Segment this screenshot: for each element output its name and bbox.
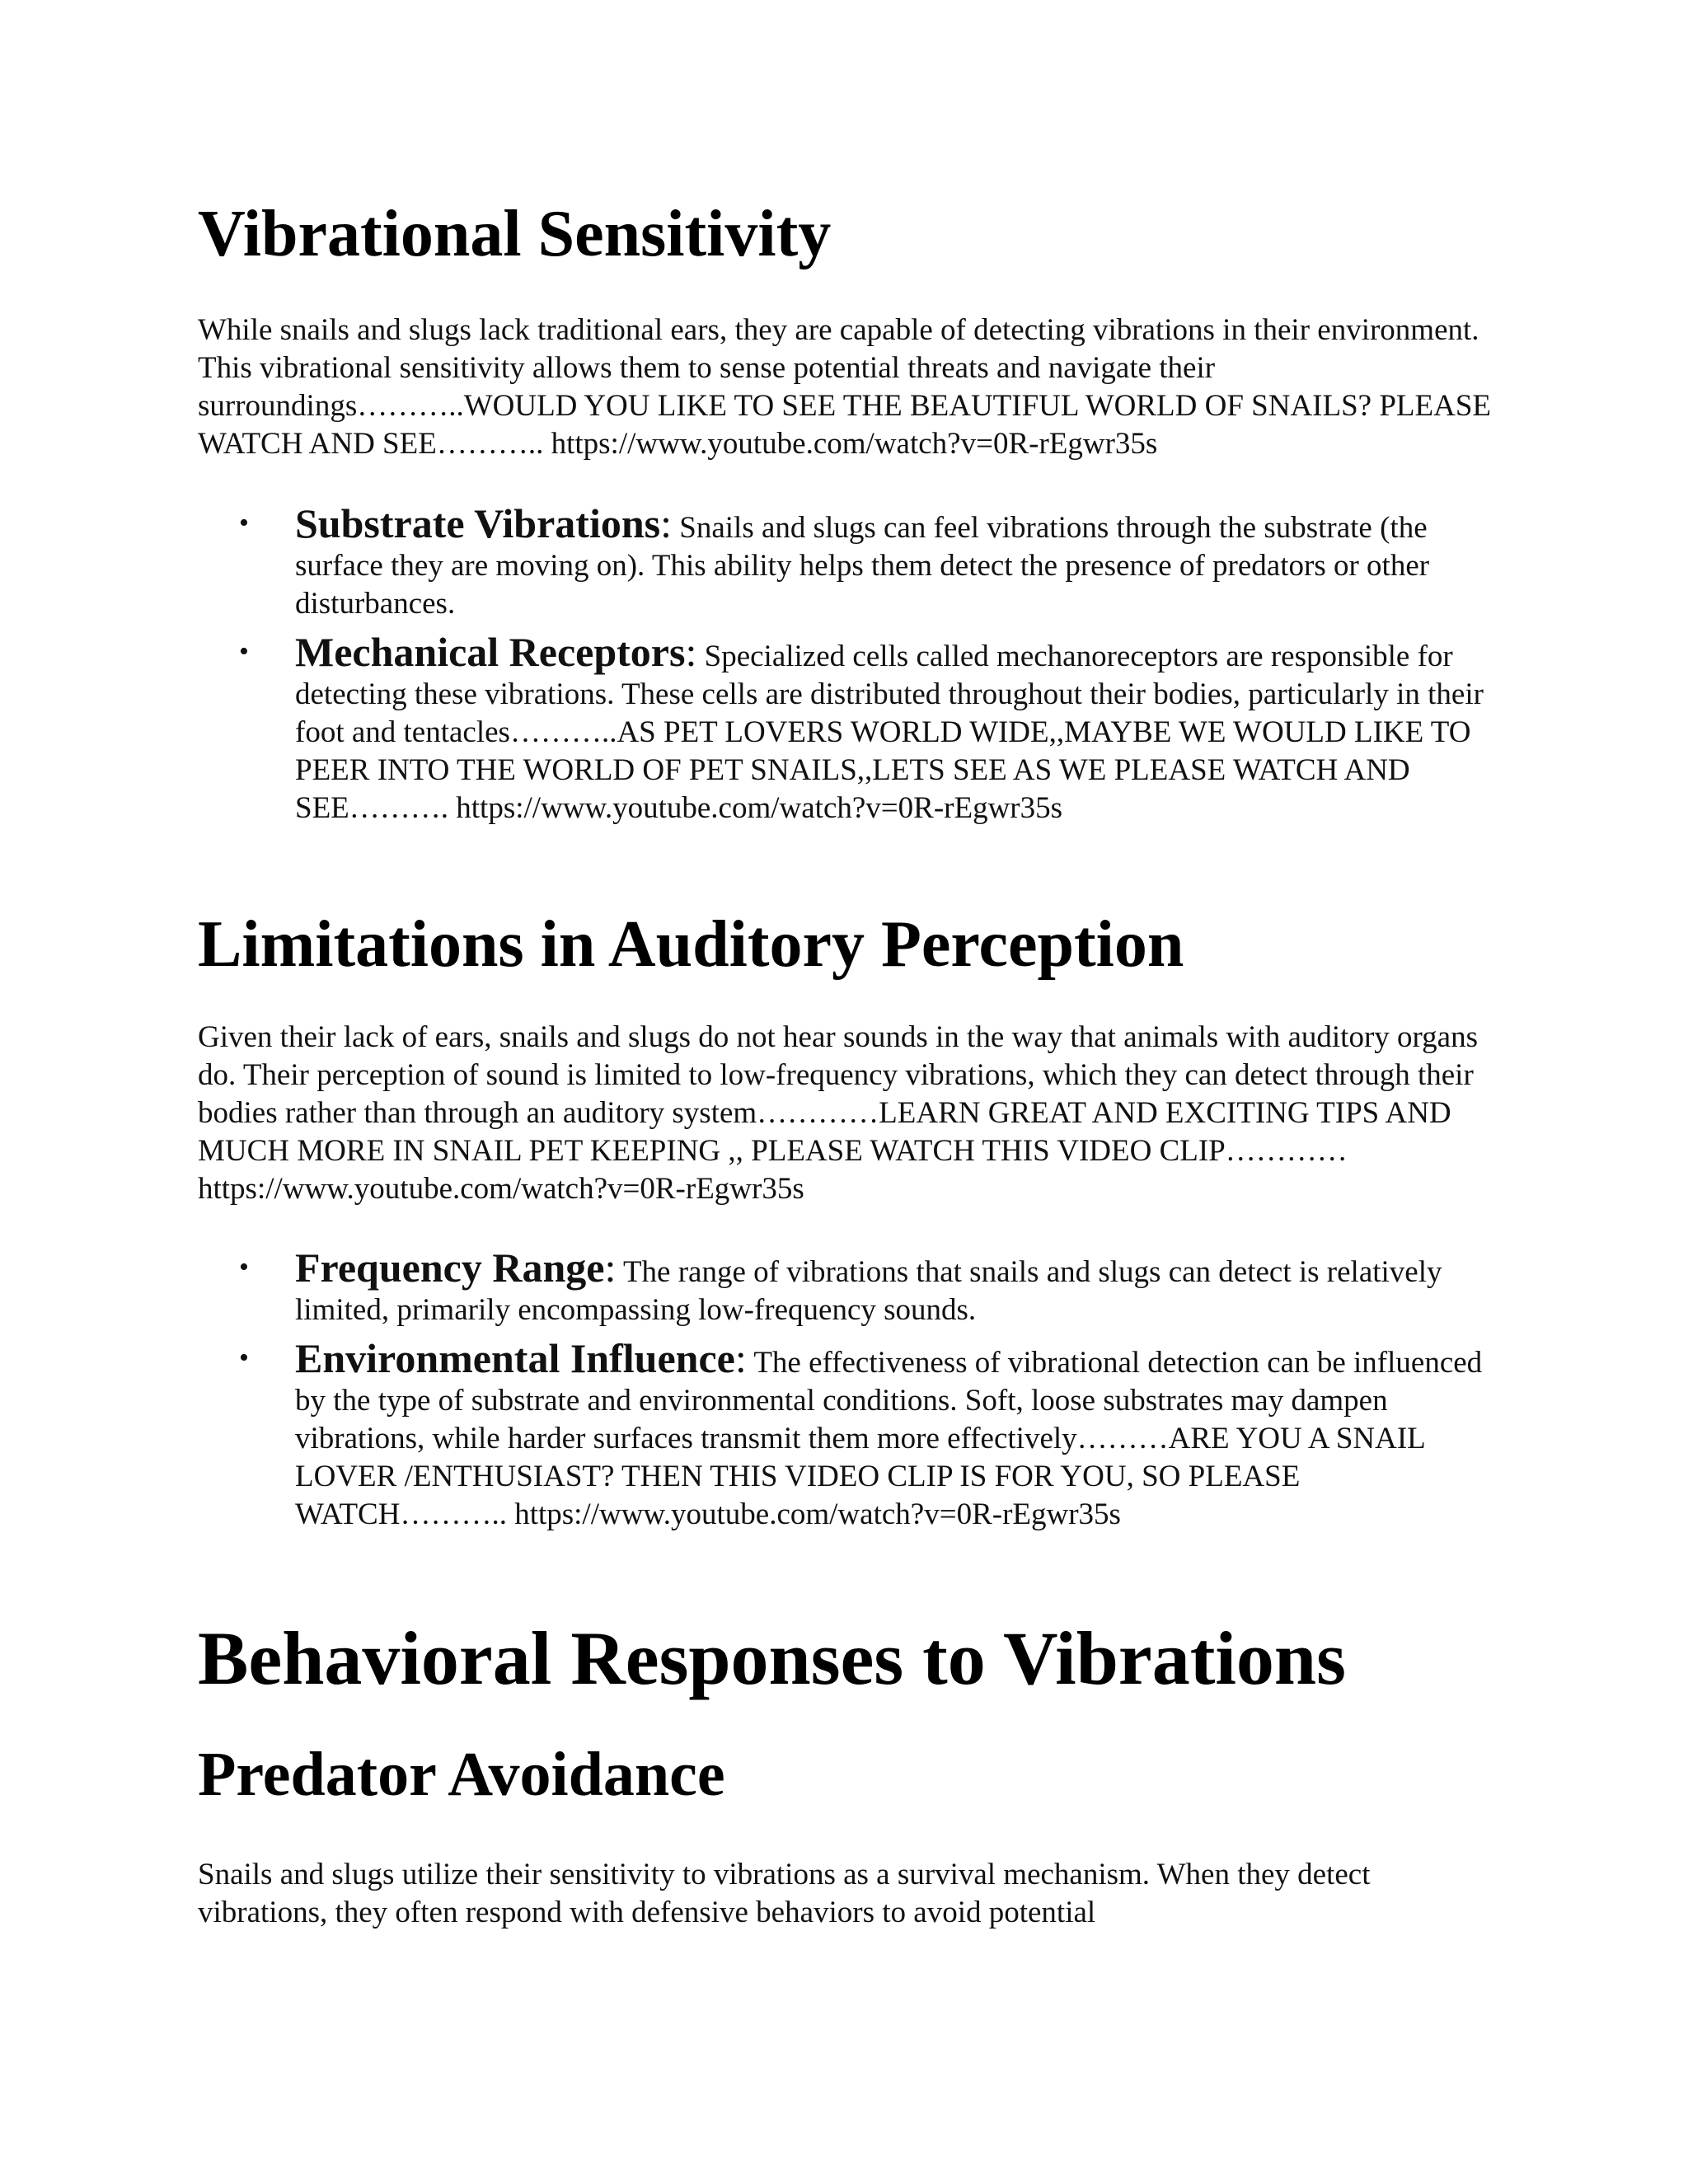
section-behavioral (198, 1615, 1500, 1703)
list-item-text: The effectiveness of vibrational detection can be influenced by the type of substrate and environmental conditions. Soft, loose substrates may dampen vibrations, while harder surfaces transmit them more effectively………ARE YOU A SNAIL LOVER /ENTHUSIAST? THEN THIS VIDEO CLIP IS FOR YOU, SO PLEASE WATCH……….. https://www.youtube.com/watch?v=0R-rEgwr35s (295, 1346, 1483, 1531)
list-item-term: Substrate Vibrations (295, 500, 661, 546)
section-vibrational-sensitivity (198, 196, 1500, 272)
term-colon: : (734, 1335, 747, 1381)
list-item-term: Environmental Influence (295, 1335, 735, 1381)
list-item-text: The range of vibrations that snails and slugs can detect is relatively limited, primarily encompassing low-frequency sounds. (295, 1255, 1442, 1327)
term-colon: : (604, 1244, 617, 1291)
section-limitations (198, 907, 1500, 982)
paragraph-vibrational-sensitivity: While snails and slugs lack traditional ears, they are capable of detecting vibrations in their environment. This vibrational sensitivity allows them to sense potential threats and navigate their surroundings………..WOULD YOU LIKE TO SEE THE BEAUTIFUL WORLD OF SNAILS? PLEASE WATCH AND SEE……….. https://www.youtube.com/watch?v=0R-rEgwr35s (198, 313, 1492, 461)
subheading-predator-avoidance: Predator Avoidance (198, 1740, 725, 1809)
bullet-icon: • (239, 1343, 249, 1373)
term-colon: : (660, 500, 673, 546)
subheading-block (198, 1739, 1500, 1811)
list-item (198, 1244, 1500, 1329)
list-item (198, 629, 1500, 827)
paragraph-limitations: Given their lack of ears, snails and slugs do not hear sounds in the way that animals with auditory organs do. Their perception of sound is limited to low-frequency vibrations, which they can detect through their bodies rather than through an auditory system…………LEARN GREAT AND EXCITING TIPS AND MUCH MORE IN SNAIL PET KEEPING ,, PLEASE WATCH THIS VIDEO CLIP………… https://www.youtube.com/watch?v=0R-rEgwr35s (198, 1020, 1479, 1206)
intro-block-1 (198, 312, 1500, 463)
intro-block-3 (198, 1856, 1500, 1932)
bullet-list-2 (198, 1244, 1500, 1534)
heading-behavioral-responses: Behavioral Responses to Vibrations (198, 1616, 1346, 1700)
list-item-term: Frequency Range (295, 1244, 605, 1291)
paragraph-predator-avoidance: Snails and slugs utilize their sensitivity to vibrations as a survival mechanism. When they detect vibrations, they often respond with defensive behaviors to avoid potential (198, 1858, 1371, 1929)
list-item (198, 500, 1500, 623)
bullet-icon: • (239, 508, 249, 538)
intro-block-2 (198, 1019, 1500, 1208)
term-colon: : (685, 629, 697, 675)
bullet-icon: • (239, 1252, 249, 1282)
bullet-icon: • (239, 636, 249, 667)
list-item (198, 1335, 1500, 1534)
list-item-text: Snails and slugs can feel vibrations through the substrate (the surface they are moving on). This ability helps them detect the presence of predators or other disturbances. (295, 511, 1430, 621)
list-item-term: Mechanical Receptors (295, 629, 686, 675)
bullet-list-1 (198, 500, 1500, 827)
heading-vibrational-sensitivity: Vibrational Sensitivity (198, 198, 832, 270)
heading-limitations: Limitations in Auditory Perception (198, 908, 1184, 981)
list-item-text: Specialized cells called mechanoreceptors are responsible for detecting these vibrations. These cells are distributed throughout their bodies, particularly in their foot and tentacles………..AS PET LOVERS WORLD WIDE,,MAYBE WE WOULD LIKE TO PEER INTO THE WORLD OF PET SNAILS,,LETS SEE AS WE PLEASE WATCH AND SEE………. https://www.youtube.com/watch?v=0R-rEgwr35s (295, 640, 1484, 825)
